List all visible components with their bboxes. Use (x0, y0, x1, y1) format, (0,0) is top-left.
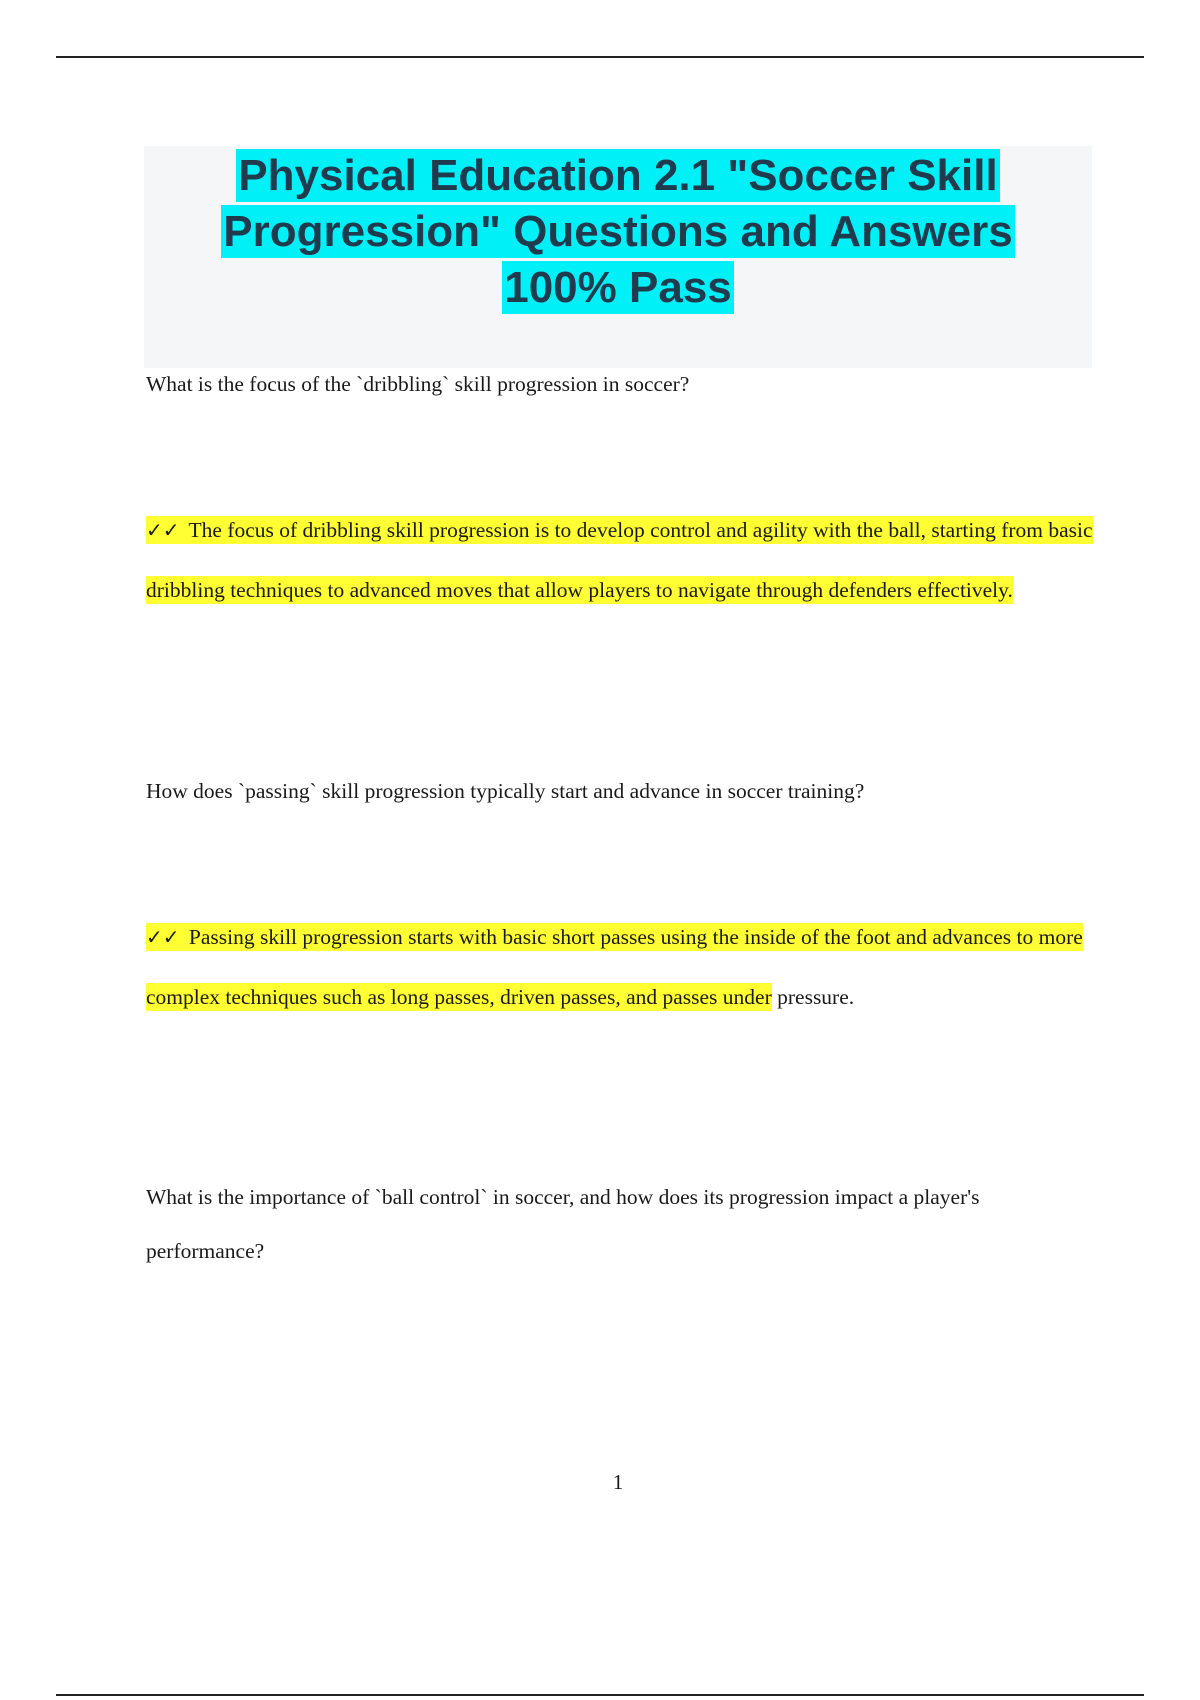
question-1: What is the focus of the `dribbling` skill progression in soccer? (146, 372, 690, 396)
answer-2-text: Passing skill progression starts with basic short passes using the inside of the foot and advances to more complex techniques such as long passes, driven passes, and passes under (146, 925, 1083, 1009)
answer-2-tail: pressure. (771, 985, 855, 1009)
title-panel (144, 146, 1092, 368)
page-number: 1 (612, 1470, 624, 1494)
document-title: Physical Education 2.1 "Soccer Skill Progression" Questions and Answers 100% Pass (223, 151, 1013, 312)
question-2: How does `passing` skill progression typically start and advance in soccer training? (146, 779, 865, 803)
bottom-rule (56, 1694, 1144, 1696)
check-mark-icon: ✓✓ (146, 518, 180, 542)
question-3: What is the importance of `ball control` in soccer, and how does its progression impact a player's performance? (146, 1185, 980, 1263)
answer-2 (146, 907, 1096, 1027)
answer-1-text: The focus of dribbling skill progression is to develop control and agility with the ball, starting from basic dribbling techniques to advanced moves that allow players to navigate through defenders effectively. (146, 518, 1093, 602)
answer-1 (146, 500, 1096, 620)
check-mark-icon: ✓✓ (146, 925, 180, 949)
top-rule (56, 56, 1144, 58)
